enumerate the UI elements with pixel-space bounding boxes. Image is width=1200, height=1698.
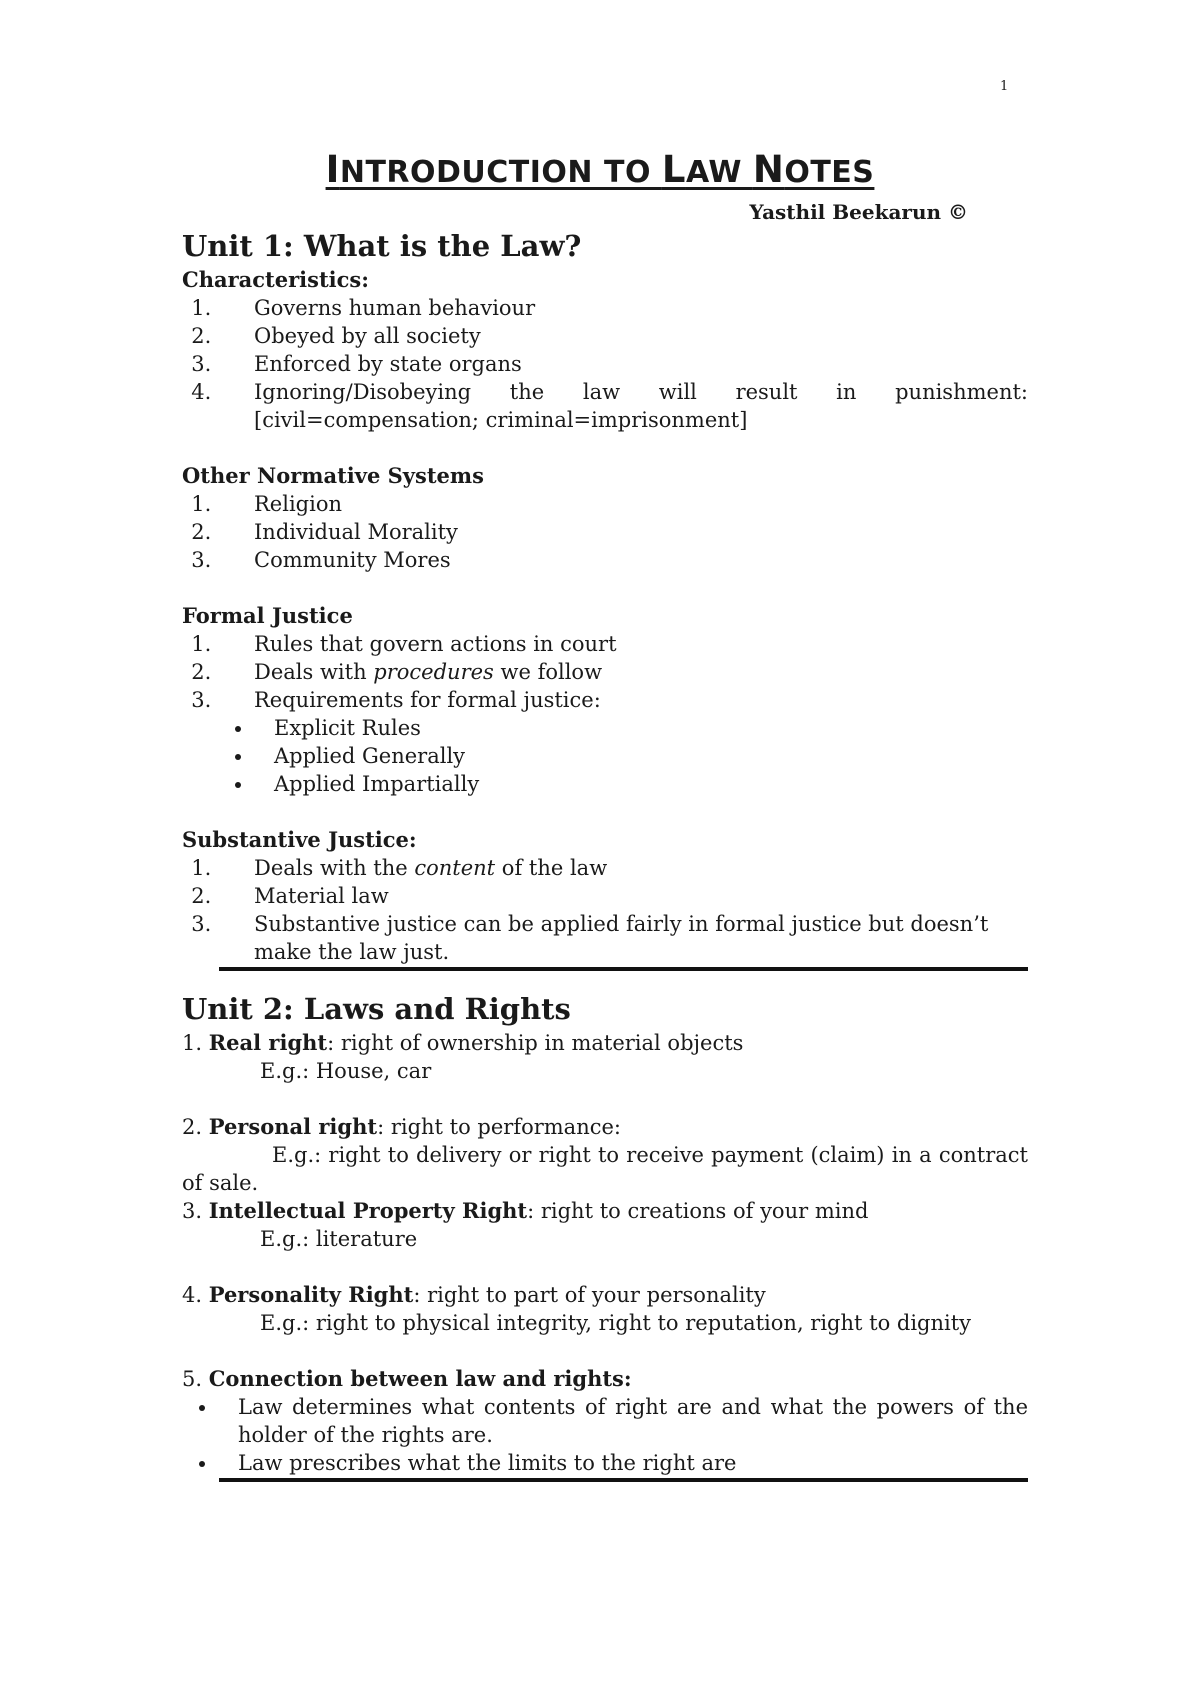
substantive-justice-heading: Substantive Justice: [182, 827, 417, 852]
personal-right: 2. Personal right: right to performance: [182, 1114, 621, 1139]
unit2-heading: Unit 2: Laws and Rights [182, 992, 571, 1026]
connection-heading: 5. Connection between law and rights: [182, 1366, 632, 1391]
list-item: 3. Requirements for formal justice: [218, 686, 1028, 714]
list-item: 1. Deals with the content of the law [218, 854, 1028, 882]
normative-heading: Other Normative Systems [182, 463, 484, 488]
list-item: 1. Rules that govern actions in court [218, 630, 1028, 658]
connection-list [182, 1393, 1028, 1477]
formal-justice-requirements [182, 714, 1028, 798]
list-item: 1. Religion [218, 490, 1028, 518]
list-item: 3. Substantive justice can be applied fairly in formal justice but doesn’t make the law just. [218, 910, 1028, 966]
intellectual-property-example: E.g.: literature [260, 1227, 418, 1251]
list-item: 2. Deals with procedures we follow [218, 658, 1028, 686]
normative-list [182, 490, 1028, 574]
formal-justice-list [182, 630, 1028, 714]
title-text: INTRODUCTION TO LAW NOTES [325, 148, 875, 191]
personality-right-example: E.g.: right to physical integrity, right to reputation, right to dignity [260, 1311, 972, 1335]
section-divider [219, 967, 1028, 971]
substantive-justice-list [182, 854, 1028, 966]
section-divider [219, 1478, 1028, 1482]
list-item: 1. Governs human behaviour [218, 294, 1028, 322]
unit1-heading: Unit 1: What is the Law? [182, 229, 582, 263]
formal-justice-heading: Formal Justice [182, 603, 353, 628]
intellectual-property-right: 3. Intellectual Property Right: right to creations of your mind [182, 1198, 869, 1223]
document-body [182, 226, 1028, 1482]
list-item: 2. Material law [218, 882, 1028, 910]
real-right: 1. Real right: right of ownership in material objects [182, 1030, 744, 1055]
list-item: 3. Community Mores [218, 546, 1028, 574]
bullet-item: • Law prescribes what the limits to the right are [218, 1449, 1028, 1477]
list-item: 2. Obeyed by all society [218, 322, 1028, 350]
characteristics-heading: Characteristics: [182, 267, 370, 292]
personal-right-example: E.g.: right to delivery or right to receive payment (claim) in a contract of sale. [182, 1143, 1028, 1195]
bullet-item: • Explicit Rules [254, 714, 1028, 742]
list-item: 2. Individual Morality [218, 518, 1028, 546]
bullet-item: • Applied Generally [254, 742, 1028, 770]
personality-right: 4. Personality Right: right to part of your personality [182, 1282, 766, 1307]
list-item: 4. Ignoring/Disobeying the law will result in punishment: [civil=compensation; criminal=imprisonment] [218, 378, 1028, 434]
page-number: 1 [1000, 79, 1009, 94]
characteristics-list [182, 294, 1028, 434]
author-credit: Yasthil Beekarun © [749, 200, 968, 224]
bullet-item: • Applied Impartially [254, 770, 1028, 798]
bullet-item: • Law determines what contents of right are and what the powers of the holder of the rights are. [218, 1393, 1028, 1449]
list-item: 3. Enforced by state organs [218, 350, 1028, 378]
document-title [0, 148, 1200, 191]
real-right-example: E.g.: House, car [260, 1059, 432, 1083]
